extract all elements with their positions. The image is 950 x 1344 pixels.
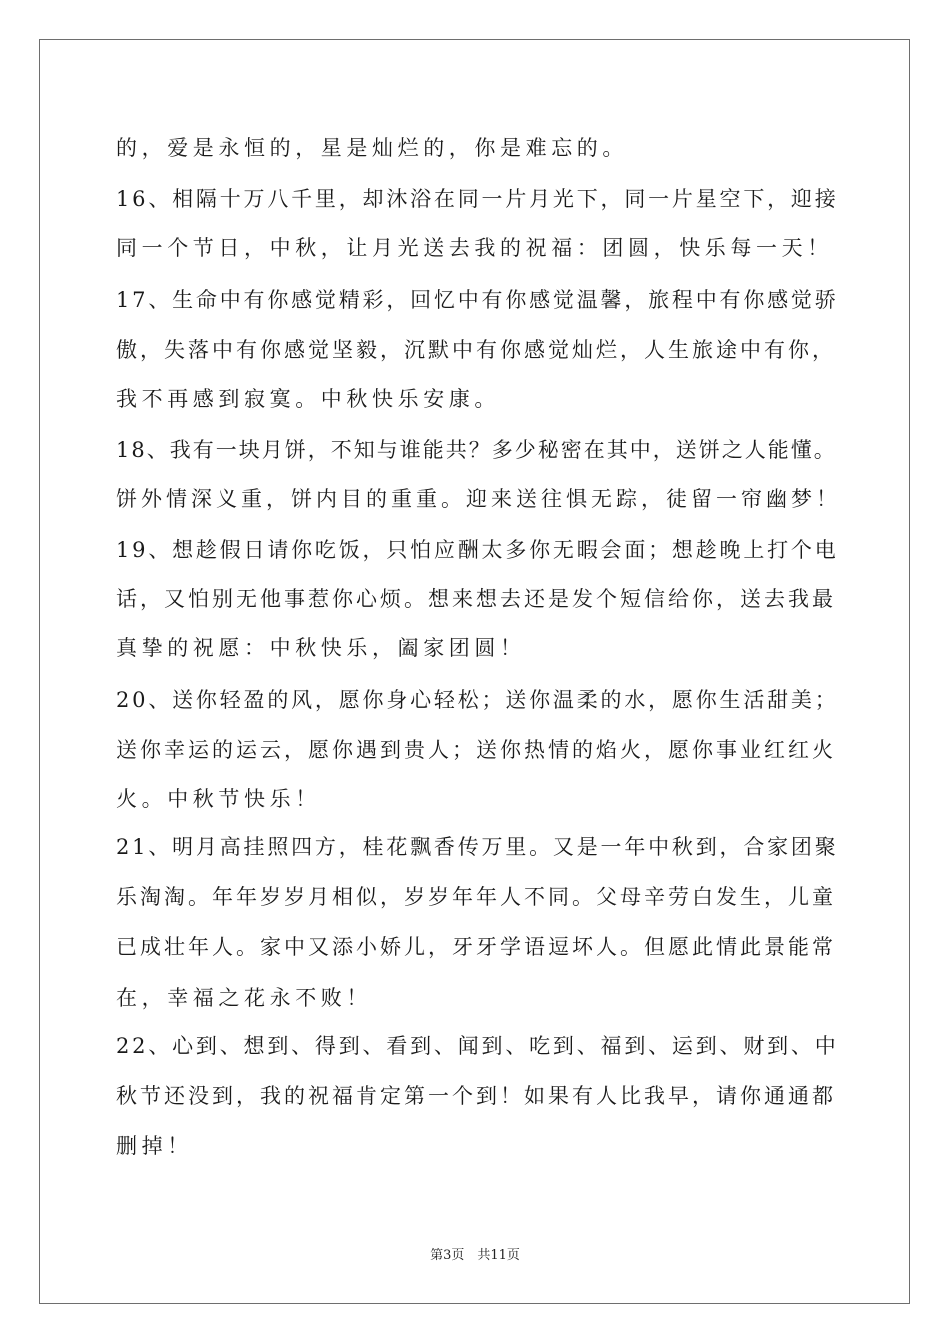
text-line: 话，又怕别无他事惹你心烦。想来想去还是发个短信给你，送去我最	[116, 587, 836, 611]
text-line: 18、我有一块月饼，不知与谁能共？多少秘密在其中，送饼之人能懂。	[116, 438, 837, 462]
text-line: 同一个节日，中秋，让月光送去我的祝福：团圆，快乐每一天！	[116, 236, 833, 260]
text-line: 的，爱是永恒的，星是灿烂的，你是难忘的。	[116, 136, 628, 160]
text-line: 22、心到、想到、得到、看到、闻到、吃到、福到、运到、财到、中	[116, 1034, 839, 1058]
text-line: 送你幸运的运云，愿你遇到贵人；送你热情的焰火，愿你事业红红火	[116, 738, 836, 762]
text-line: 傲，失落中有你感觉坚毅，沉默中有你感觉灿烂，人生旅途中有你，	[116, 338, 836, 362]
text-line: 在，幸福之花永不败！	[116, 986, 372, 1010]
text-line: 21、明月高挂照四方，桂花飘香传万里。又是一年中秋到，合家团聚	[116, 835, 839, 859]
text-line: 19、想趁假日请你吃饭，只怕应酬太多你无暇会面；想趁晚上打个电	[116, 538, 839, 562]
text-line: 火。中秋节快乐！	[116, 787, 321, 811]
text-line: 17、生命中有你感觉精彩，回忆中有你感觉温馨，旅程中有你感觉骄	[116, 288, 839, 312]
text-line: 20、送你轻盈的风，愿你身心轻松；送你温柔的水，愿你生活甜美；	[116, 688, 839, 712]
page-border	[39, 39, 910, 1304]
text-line: 饼外情深义重，饼内目的重重。迎来送往惧无踪，徒留一帘幽梦！	[116, 487, 841, 511]
text-line: 真挚的祝愿：中秋快乐，阖家团圆！	[116, 636, 526, 660]
text-line: 秋节还没到，我的祝福肯定第一个到！如果有人比我早，请你通通都	[116, 1084, 836, 1108]
text-line: 我不再感到寂寞。中秋快乐安康。	[116, 387, 500, 411]
text-line: 16、相隔十万八千里，却沐浴在同一片月光下，同一片星空下，迎接	[116, 187, 839, 211]
text-line: 乐淘淘。年年岁岁月相似，岁岁年年人不同。父母辛劳白发生，儿童	[116, 885, 836, 909]
text-line: 已成壮年人。家中又添小娇儿，牙牙学语逗坏人。但愿此情此景能常	[116, 935, 836, 959]
page-number-footer: 第3页 共11页	[430, 1248, 520, 1263]
text-line: 删掉！	[116, 1134, 193, 1158]
